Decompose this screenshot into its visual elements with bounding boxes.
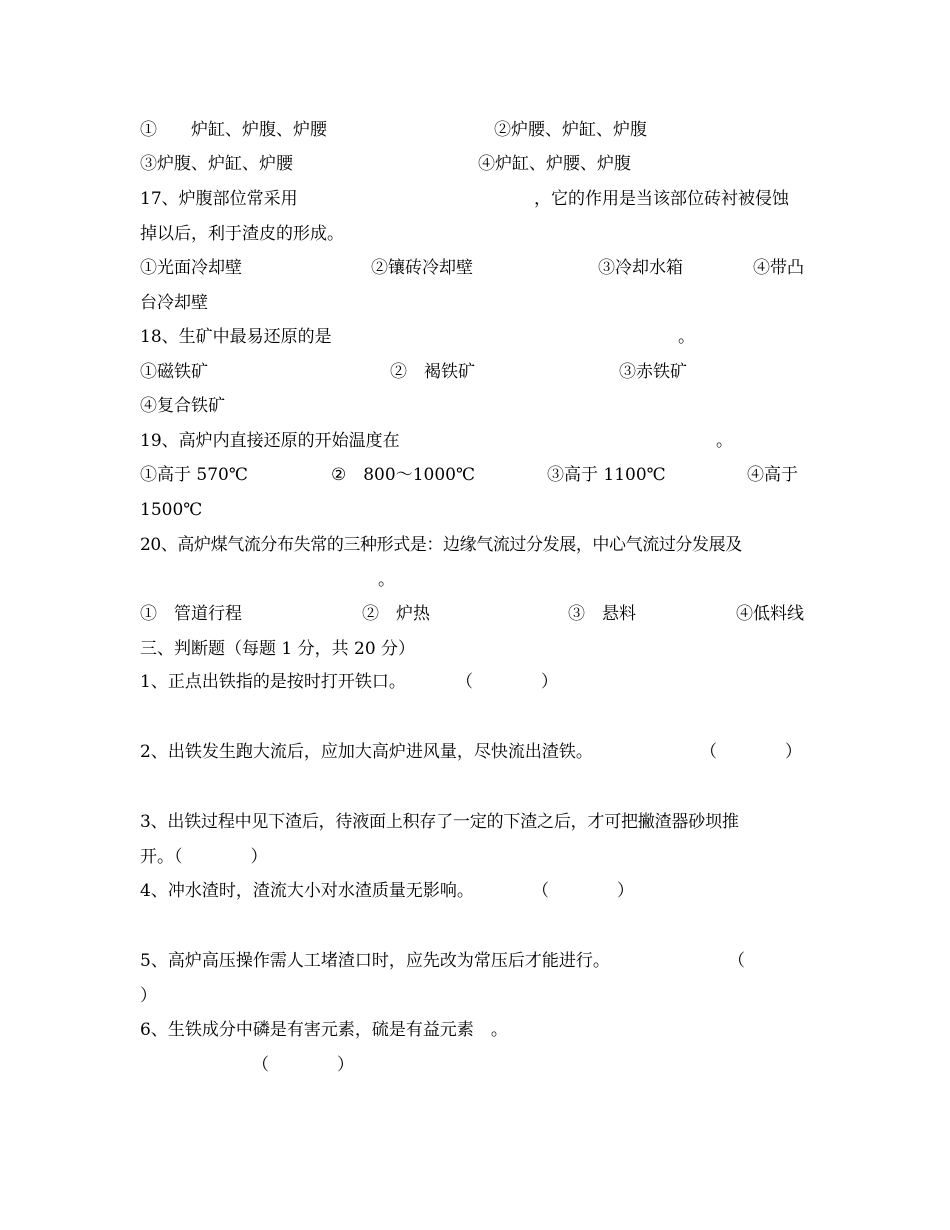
q16-options-row-2	[140, 152, 810, 176]
tf-question-5-continued	[140, 984, 810, 1008]
tf-question-2-answer-blank[interactable]: （ ）	[700, 742, 802, 762]
q18-option-2: ② 褐铁矿	[390, 362, 475, 382]
tf-question-3-answer-blank[interactable]: 开。（ ）	[140, 847, 268, 867]
q17-stem	[140, 187, 810, 211]
q16-option-3: ③炉腹、炉缸、炉腰	[140, 154, 293, 174]
section-3-title: 三、判断题（每题 1 分，共 20 分）	[140, 639, 416, 659]
tf-question-5-text: 5、高炉高压操作需人工堵渣口时，应先改为常压后才能进行。	[140, 951, 610, 971]
tf-question-4-answer-blank[interactable]: （ ）	[532, 881, 634, 901]
tf-question-5-answer-close[interactable]: ）	[140, 986, 157, 1006]
q20-stem-end: 。	[378, 570, 395, 590]
q18-stem	[140, 325, 810, 349]
q20-stem-continued	[140, 568, 810, 592]
q17-option-4: ④带凸	[753, 258, 804, 278]
tf-question-5	[140, 949, 810, 973]
tf-question-6	[140, 1018, 810, 1042]
q17-options-row	[140, 256, 810, 280]
tf-question-1-text: 1、正点出铁指的是按时打开铁口。	[140, 672, 406, 692]
q20-options-row	[140, 602, 810, 626]
q20-option-2: ② 炉热	[362, 604, 430, 624]
tf-question-5-answer-open[interactable]: （	[728, 951, 745, 971]
q20-stem	[140, 533, 810, 557]
q19-options-row	[140, 463, 810, 487]
q18-stem-end: 。	[678, 327, 695, 347]
q17-option-4-tail: 台冷却壁	[140, 293, 208, 313]
tf-question-3-text: 3、出铁过程中见下渣后，待液面上积存了一定的下渣之后，才可把撇渣器砂坝推	[140, 812, 739, 832]
tf-question-4-text: 4、冲水渣时，渣流大小对水渣质量无影响。	[140, 881, 474, 901]
section-3-heading	[140, 637, 810, 661]
q19-option-3: ③高于 1100℃	[547, 465, 666, 485]
q18-option-4: ④复合铁矿	[140, 396, 225, 416]
tf-question-1	[140, 670, 810, 694]
q20-option-4: ④低料线	[736, 604, 804, 624]
q19-option-4-tail: 1500℃	[140, 500, 203, 520]
tf-question-1-answer-blank[interactable]: （ ）	[456, 672, 558, 692]
q17-stem-start: 17、炉腹部位常采用	[140, 189, 298, 209]
q18-options-row-2	[140, 394, 810, 418]
q19-stem	[140, 429, 810, 453]
q17-stem-end: ，它的作用是当该部位砖衬被侵蚀	[534, 189, 789, 209]
q19-option-2: ② 800～1000℃	[331, 465, 475, 485]
q19-stem-start: 19、高炉内直接还原的开始温度在	[140, 431, 400, 451]
q17-option-4-continued	[140, 291, 810, 315]
q19-option-4-continued	[140, 498, 810, 522]
tf-question-6-answer-blank[interactable]: （ ）	[252, 1055, 354, 1075]
q18-option-1: ①磁铁矿	[140, 362, 208, 382]
q19-option-4: ④高于	[747, 465, 798, 485]
tf-question-6-continued	[140, 1053, 810, 1077]
tf-question-2	[140, 740, 810, 764]
q17-option-1: ①光面冷却壁	[140, 258, 242, 278]
tf-question-2-text: 2、出铁发生跑大流后，应加大高炉进风量，尽快流出渣铁。	[140, 742, 593, 762]
q17-option-3: ③冷却水箱	[598, 258, 683, 278]
tf-question-3-continued	[140, 845, 810, 869]
q16-options-row-1	[140, 118, 810, 142]
q18-stem-start: 18、生矿中最易还原的是	[140, 327, 332, 347]
q16-option-2: ②炉腰、炉缸、炉腹	[494, 120, 647, 140]
tf-question-3	[140, 810, 810, 834]
q20-option-1: ① 管道行程	[140, 604, 242, 624]
q17-option-2: ②镶砖冷却壁	[371, 258, 473, 278]
q18-options-row	[140, 360, 810, 384]
q17-stem-tail: 掉以后，利于渣皮的形成。	[140, 224, 344, 244]
q20-option-3: ③ 悬料	[568, 604, 636, 624]
q17-stem-continued	[140, 222, 810, 246]
q19-option-1: ①高于 570℃	[140, 465, 248, 485]
q18-option-3: ③赤铁矿	[619, 362, 687, 382]
tf-question-6-text: 6、生铁成分中磷是有害元素，硫是有益元素 。	[140, 1020, 508, 1040]
q20-stem-start: 20、高炉煤气流分布失常的三种形式是：边缘气流过分发展，中心气流过分发展及	[140, 535, 742, 555]
q19-stem-end: 。	[716, 431, 733, 451]
q16-option-4: ④炉缸、炉腰、炉腹	[478, 154, 631, 174]
tf-question-4	[140, 879, 810, 903]
q16-option-1: ① 炉缸、炉腹、炉腰	[140, 120, 327, 140]
